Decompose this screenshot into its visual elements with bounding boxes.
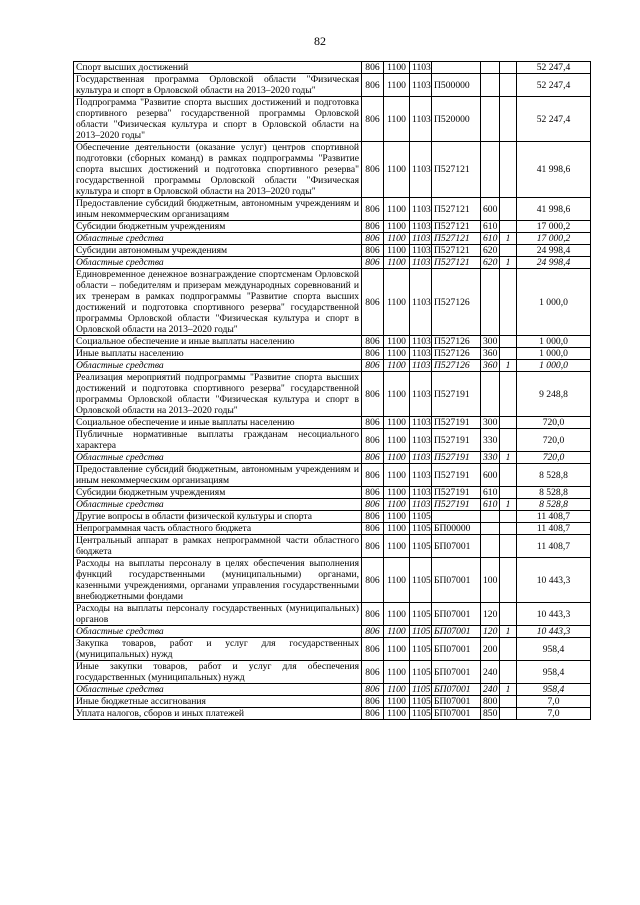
budget-table: [73, 61, 591, 720]
expense-name-cell: Обеспечение деятельности (оказание услуг) центров спортивной подготовки (сборных команд) в рамках подпрограммы "Развитие спорта высших достижений и подготовка спортивного резерва" государственной программы Орловской области "Физическая культура и спорт в Орловской области на 2013–2020 годы": [74, 142, 362, 198]
section-code-cell: 1100: [384, 535, 410, 558]
subsection-code-cell: 1105: [410, 684, 432, 696]
expense-type-cell: 800: [481, 696, 500, 708]
grbs-code-cell: 806: [362, 417, 384, 429]
expense-type-cell: 240: [481, 661, 500, 684]
section-code-cell: 1100: [384, 348, 410, 360]
expense-name-cell: Непрограммная часть областного бюджета: [74, 523, 362, 535]
grbs-code-cell: 806: [362, 499, 384, 511]
funding-source-cell: [500, 429, 517, 452]
subsection-code-cell: 1103: [410, 269, 432, 336]
section-code-cell: 1100: [384, 257, 410, 269]
amount-cell: 24 998,4: [517, 245, 591, 257]
table-row: [74, 221, 591, 233]
section-code-cell: 1100: [384, 511, 410, 523]
expense-type-cell: 100: [481, 558, 500, 603]
funding-source-cell: [500, 62, 517, 74]
target-article-cell: П527126: [432, 348, 481, 360]
expense-type-cell: 360: [481, 348, 500, 360]
table-row: [74, 429, 591, 452]
subsection-code-cell: 1103: [410, 372, 432, 417]
section-code-cell: 1100: [384, 603, 410, 626]
expense-name-cell: Центральный аппарат в рамках непрограммной части областного бюджета: [74, 535, 362, 558]
expense-type-cell: 120: [481, 603, 500, 626]
grbs-code-cell: 806: [362, 464, 384, 487]
target-article-cell: П527191: [432, 464, 481, 487]
amount-cell: 10 443,3: [517, 626, 591, 638]
expense-type-cell: [481, 535, 500, 558]
table-row: [74, 74, 591, 97]
section-code-cell: 1100: [384, 684, 410, 696]
expense-name-cell: Областные средства: [74, 452, 362, 464]
target-article-cell: БП07001: [432, 696, 481, 708]
funding-source-cell: [500, 417, 517, 429]
expense-name-cell: Государственная программа Орловской области "Физическая культура и спорт в Орловской области на 2013–2020 годы": [74, 74, 362, 97]
expense-name-cell: Областные средства: [74, 257, 362, 269]
target-article-cell: П527191: [432, 417, 481, 429]
table-row: [74, 523, 591, 535]
table-row: [74, 269, 591, 336]
expense-name-cell: Областные средства: [74, 626, 362, 638]
grbs-code-cell: 806: [362, 708, 384, 720]
subsection-code-cell: 1105: [410, 696, 432, 708]
subsection-code-cell: 1105: [410, 511, 432, 523]
grbs-code-cell: 806: [362, 198, 384, 221]
grbs-code-cell: 806: [362, 372, 384, 417]
funding-source-cell: [500, 511, 517, 523]
target-article-cell: П527191: [432, 499, 481, 511]
subsection-code-cell: 1103: [410, 417, 432, 429]
table-row: [74, 638, 591, 661]
funding-source-cell: [500, 269, 517, 336]
grbs-code-cell: 806: [362, 429, 384, 452]
funding-source-cell: [500, 348, 517, 360]
subsection-code-cell: 1105: [410, 535, 432, 558]
amount-cell: 7,0: [517, 708, 591, 720]
subsection-code-cell: 1103: [410, 233, 432, 245]
grbs-code-cell: 806: [362, 62, 384, 74]
section-code-cell: 1100: [384, 499, 410, 511]
expense-type-cell: [481, 372, 500, 417]
grbs-code-cell: 806: [362, 348, 384, 360]
grbs-code-cell: 806: [362, 626, 384, 638]
amount-cell: 8 528,8: [517, 464, 591, 487]
expense-name-cell: Иные закупки товаров, работ и услуг для обеспечения государственных (муниципальных) нужд: [74, 661, 362, 684]
grbs-code-cell: 806: [362, 97, 384, 142]
expense-type-cell: 200: [481, 638, 500, 661]
expense-type-cell: 600: [481, 464, 500, 487]
target-article-cell: П527126: [432, 336, 481, 348]
section-code-cell: 1100: [384, 523, 410, 535]
target-article-cell: П527121: [432, 221, 481, 233]
amount-cell: 11 408,7: [517, 535, 591, 558]
amount-cell: 52 247,4: [517, 97, 591, 142]
table-row: [74, 198, 591, 221]
section-code-cell: 1100: [384, 269, 410, 336]
grbs-code-cell: 806: [362, 452, 384, 464]
expense-name-cell: Областные средства: [74, 360, 362, 372]
target-article-cell: БП07001: [432, 558, 481, 603]
amount-cell: 11 408,7: [517, 511, 591, 523]
amount-cell: 720,0: [517, 417, 591, 429]
table-row: [74, 233, 591, 245]
table-row: [74, 603, 591, 626]
subsection-code-cell: 1105: [410, 638, 432, 661]
expense-name-cell: Областные средства: [74, 499, 362, 511]
funding-source-cell: [500, 464, 517, 487]
funding-source-cell: [500, 535, 517, 558]
amount-cell: 958,4: [517, 684, 591, 696]
section-code-cell: 1100: [384, 360, 410, 372]
section-code-cell: 1100: [384, 372, 410, 417]
grbs-code-cell: 806: [362, 535, 384, 558]
subsection-code-cell: 1105: [410, 708, 432, 720]
expense-name-cell: Спорт высших достижений: [74, 62, 362, 74]
section-code-cell: 1100: [384, 708, 410, 720]
funding-source-cell: [500, 74, 517, 97]
expense-type-cell: 610: [481, 499, 500, 511]
target-article-cell: БП07001: [432, 708, 481, 720]
table-row: [74, 142, 591, 198]
amount-cell: 52 247,4: [517, 62, 591, 74]
subsection-code-cell: 1103: [410, 198, 432, 221]
expense-name-cell: Реализация мероприятий подпрограммы "Развитие спорта высших достижений и подготовка спортивного резерва" государственной программы Орловской области "Физическая культура и спорт в Орловской области на 2013–2020 годы": [74, 372, 362, 417]
target-article-cell: БП07001: [432, 638, 481, 661]
expense-type-cell: 360: [481, 360, 500, 372]
amount-cell: 10 443,3: [517, 558, 591, 603]
expense-name-cell: Субсидии автономным учреждениям: [74, 245, 362, 257]
amount-cell: 720,0: [517, 452, 591, 464]
section-code-cell: 1100: [384, 336, 410, 348]
amount-cell: 10 443,3: [517, 603, 591, 626]
target-article-cell: [432, 62, 481, 74]
expense-name-cell: Областные средства: [74, 684, 362, 696]
section-code-cell: 1100: [384, 97, 410, 142]
section-code-cell: 1100: [384, 417, 410, 429]
funding-source-cell: 1: [500, 499, 517, 511]
table-row: [74, 452, 591, 464]
funding-source-cell: [500, 221, 517, 233]
funding-source-cell: [500, 97, 517, 142]
target-article-cell: БП00000: [432, 523, 481, 535]
grbs-code-cell: 806: [362, 684, 384, 696]
subsection-code-cell: 1103: [410, 336, 432, 348]
expense-type-cell: [481, 523, 500, 535]
section-code-cell: 1100: [384, 638, 410, 661]
table-row: [74, 336, 591, 348]
funding-source-cell: [500, 638, 517, 661]
expense-name-cell: Единовременное денежное вознаграждение спортсменам Орловской области – победителям и призерам международных соревнований и их тренерам в рамках подпрограммы "Развитие спорта высших достижений и подготовка спортивного резерва" государственной программы Орловской области "Физическая культура и спорт в Орловской области на 2013–2020 годы": [74, 269, 362, 336]
target-article-cell: П527191: [432, 372, 481, 417]
amount-cell: 17 000,2: [517, 233, 591, 245]
expense-type-cell: 300: [481, 336, 500, 348]
grbs-code-cell: 806: [362, 233, 384, 245]
expense-type-cell: 300: [481, 417, 500, 429]
expense-type-cell: 120: [481, 626, 500, 638]
expense-type-cell: [481, 74, 500, 97]
target-article-cell: П527121: [432, 245, 481, 257]
table-row: [74, 684, 591, 696]
amount-cell: 720,0: [517, 429, 591, 452]
expense-name-cell: Иные выплаты населению: [74, 348, 362, 360]
table-row: [74, 558, 591, 603]
target-article-cell: БП07001: [432, 661, 481, 684]
grbs-code-cell: 806: [362, 696, 384, 708]
grbs-code-cell: 806: [362, 269, 384, 336]
section-code-cell: 1100: [384, 198, 410, 221]
target-article-cell: П527191: [432, 452, 481, 464]
page-number: 82: [314, 34, 326, 48]
expense-type-cell: [481, 511, 500, 523]
subsection-code-cell: 1105: [410, 558, 432, 603]
table-row: [74, 257, 591, 269]
funding-source-cell: [500, 661, 517, 684]
table-row: [74, 348, 591, 360]
amount-cell: 52 247,4: [517, 74, 591, 97]
expense-name-cell: Расходы на выплаты персоналу в целях обеспечения выполнения функций государственными (муниципальными) органами, казенными учреждениями, органами управления государственными внебюджетными фондами: [74, 558, 362, 603]
funding-source-cell: [500, 336, 517, 348]
table-row: [74, 62, 591, 74]
funding-source-cell: [500, 372, 517, 417]
section-code-cell: 1100: [384, 62, 410, 74]
amount-cell: 8 528,8: [517, 499, 591, 511]
amount-cell: 1 000,0: [517, 336, 591, 348]
table-row: [74, 245, 591, 257]
target-article-cell: П527121: [432, 198, 481, 221]
amount-cell: 11 408,7: [517, 523, 591, 535]
funding-source-cell: [500, 696, 517, 708]
target-article-cell: П527191: [432, 487, 481, 499]
amount-cell: 17 000,2: [517, 221, 591, 233]
section-code-cell: 1100: [384, 429, 410, 452]
expense-name-cell: Закупка товаров, работ и услуг для государственных (муниципальных) нужд: [74, 638, 362, 661]
section-code-cell: 1100: [384, 74, 410, 97]
subsection-code-cell: 1105: [410, 603, 432, 626]
section-code-cell: 1100: [384, 696, 410, 708]
funding-source-cell: [500, 603, 517, 626]
subsection-code-cell: 1103: [410, 97, 432, 142]
subsection-code-cell: 1103: [410, 360, 432, 372]
funding-source-cell: 1: [500, 626, 517, 638]
expense-type-cell: 330: [481, 452, 500, 464]
subsection-code-cell: 1103: [410, 429, 432, 452]
funding-source-cell: [500, 245, 517, 257]
target-article-cell: П527191: [432, 429, 481, 452]
subsection-code-cell: 1103: [410, 464, 432, 487]
grbs-code-cell: 806: [362, 487, 384, 499]
funding-source-cell: [500, 523, 517, 535]
expense-type-cell: [481, 97, 500, 142]
table-row: [74, 661, 591, 684]
funding-source-cell: [500, 198, 517, 221]
section-code-cell: 1100: [384, 464, 410, 487]
subsection-code-cell: 1105: [410, 523, 432, 535]
subsection-code-cell: 1103: [410, 257, 432, 269]
target-article-cell: БП07001: [432, 626, 481, 638]
expense-type-cell: [481, 142, 500, 198]
section-code-cell: 1100: [384, 487, 410, 499]
amount-cell: 41 998,6: [517, 198, 591, 221]
table-row: [74, 372, 591, 417]
subsection-code-cell: 1103: [410, 221, 432, 233]
target-article-cell: БП07001: [432, 603, 481, 626]
grbs-code-cell: 806: [362, 511, 384, 523]
target-article-cell: БП07001: [432, 684, 481, 696]
target-article-cell: П527121: [432, 233, 481, 245]
expense-name-cell: Публичные нормативные выплаты гражданам несоциального характера: [74, 429, 362, 452]
table-row: [74, 487, 591, 499]
grbs-code-cell: 806: [362, 245, 384, 257]
target-article-cell: П527126: [432, 360, 481, 372]
funding-source-cell: [500, 558, 517, 603]
table-row: [74, 708, 591, 720]
expense-type-cell: 610: [481, 233, 500, 245]
grbs-code-cell: 806: [362, 558, 384, 603]
amount-cell: 41 998,6: [517, 142, 591, 198]
expense-name-cell: Областные средства: [74, 233, 362, 245]
table-row: [74, 511, 591, 523]
funding-source-cell: [500, 708, 517, 720]
grbs-code-cell: 806: [362, 638, 384, 661]
budget-table-body: [74, 62, 591, 720]
grbs-code-cell: 806: [362, 336, 384, 348]
grbs-code-cell: 806: [362, 221, 384, 233]
funding-source-cell: 1: [500, 233, 517, 245]
subsection-code-cell: 1103: [410, 452, 432, 464]
expense-type-cell: 620: [481, 245, 500, 257]
expense-name-cell: Подпрограмма "Развитие спорта высших достижений и подготовка спортивного резерва" государственной программы Орловской области "Физическая культура и спорт в Орловской области на 2013–2020 годы": [74, 97, 362, 142]
table-row: [74, 535, 591, 558]
subsection-code-cell: 1103: [410, 62, 432, 74]
expense-type-cell: [481, 269, 500, 336]
expense-type-cell: [481, 62, 500, 74]
amount-cell: 8 528,8: [517, 487, 591, 499]
table-row: [74, 499, 591, 511]
grbs-code-cell: 806: [362, 360, 384, 372]
expense-name-cell: Другие вопросы в области физической культуры и спорта: [74, 511, 362, 523]
table-row: [74, 626, 591, 638]
subsection-code-cell: 1103: [410, 74, 432, 97]
grbs-code-cell: 806: [362, 661, 384, 684]
amount-cell: 24 998,4: [517, 257, 591, 269]
expense-type-cell: 610: [481, 221, 500, 233]
section-code-cell: 1100: [384, 233, 410, 245]
subsection-code-cell: 1103: [410, 245, 432, 257]
table-row: [74, 417, 591, 429]
section-code-cell: 1100: [384, 558, 410, 603]
funding-source-cell: 1: [500, 452, 517, 464]
amount-cell: 9 248,8: [517, 372, 591, 417]
expense-name-cell: Предоставление субсидий бюджетным, автономным учреждениям и иным некоммерческим организациям: [74, 198, 362, 221]
target-article-cell: П527126: [432, 269, 481, 336]
grbs-code-cell: 806: [362, 523, 384, 535]
funding-source-cell: 1: [500, 360, 517, 372]
table-row: [74, 464, 591, 487]
subsection-code-cell: 1105: [410, 661, 432, 684]
amount-cell: 1 000,0: [517, 360, 591, 372]
funding-source-cell: [500, 487, 517, 499]
expense-type-cell: 240: [481, 684, 500, 696]
target-article-cell: П527121: [432, 257, 481, 269]
target-article-cell: БП07001: [432, 535, 481, 558]
amount-cell: 1 000,0: [517, 269, 591, 336]
expense-type-cell: 600: [481, 198, 500, 221]
funding-source-cell: [500, 142, 517, 198]
expense-name-cell: Социальное обеспечение и иные выплаты населению: [74, 336, 362, 348]
expense-name-cell: Уплата налогов, сборов и иных платежей: [74, 708, 362, 720]
grbs-code-cell: 806: [362, 257, 384, 269]
subsection-code-cell: 1103: [410, 487, 432, 499]
target-article-cell: П500000: [432, 74, 481, 97]
table-row: [74, 360, 591, 372]
amount-cell: 958,4: [517, 638, 591, 661]
table-row: [74, 97, 591, 142]
section-code-cell: 1100: [384, 661, 410, 684]
grbs-code-cell: 806: [362, 603, 384, 626]
expense-type-cell: 330: [481, 429, 500, 452]
expense-name-cell: Иные бюджетные ассигнования: [74, 696, 362, 708]
target-article-cell: [432, 511, 481, 523]
expense-name-cell: Расходы на выплаты персоналу государственных (муниципальных) органов: [74, 603, 362, 626]
subsection-code-cell: 1105: [410, 626, 432, 638]
target-article-cell: П520000: [432, 97, 481, 142]
funding-source-cell: 1: [500, 257, 517, 269]
expense-name-cell: Субсидии бюджетным учреждениям: [74, 221, 362, 233]
target-article-cell: П527121: [432, 142, 481, 198]
table-row: [74, 696, 591, 708]
funding-source-cell: 1: [500, 684, 517, 696]
section-code-cell: 1100: [384, 452, 410, 464]
amount-cell: 7,0: [517, 696, 591, 708]
section-code-cell: 1100: [384, 626, 410, 638]
subsection-code-cell: 1103: [410, 348, 432, 360]
section-code-cell: 1100: [384, 221, 410, 233]
amount-cell: 958,4: [517, 661, 591, 684]
subsection-code-cell: 1103: [410, 142, 432, 198]
expense-name-cell: Предоставление субсидий бюджетным, автономным учреждениям и иным некоммерческим организациям: [74, 464, 362, 487]
section-code-cell: 1100: [384, 245, 410, 257]
expense-type-cell: 850: [481, 708, 500, 720]
section-code-cell: 1100: [384, 142, 410, 198]
expense-type-cell: 620: [481, 257, 500, 269]
expense-name-cell: Социальное обеспечение и иные выплаты населению: [74, 417, 362, 429]
amount-cell: 1 000,0: [517, 348, 591, 360]
expense-name-cell: Субсидии бюджетным учреждениям: [74, 487, 362, 499]
expense-type-cell: 610: [481, 487, 500, 499]
grbs-code-cell: 806: [362, 74, 384, 97]
subsection-code-cell: 1103: [410, 499, 432, 511]
grbs-code-cell: 806: [362, 142, 384, 198]
